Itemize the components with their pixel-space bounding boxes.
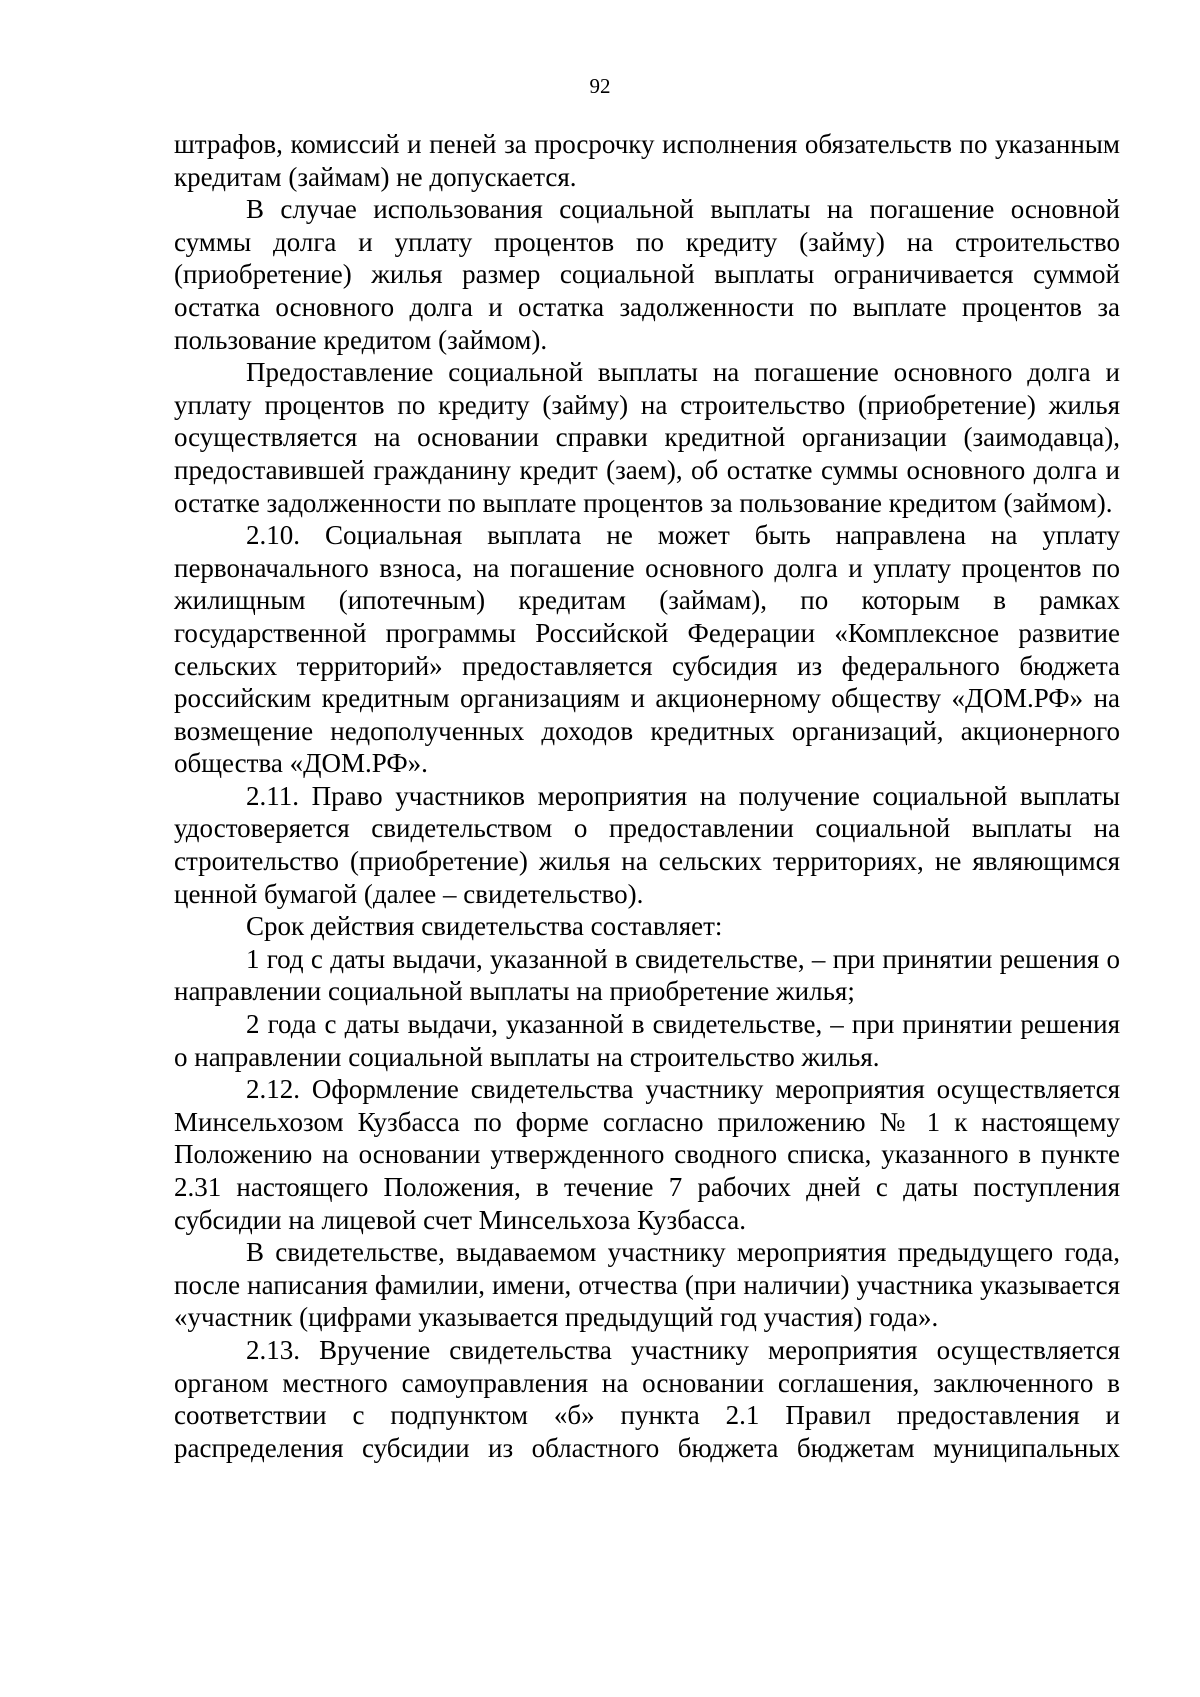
paragraph: 2.11. Право участников мероприятия на получение социальной выплаты удостоверяется свидетельством о предоставлении социальной выплаты на строительство (приобретение) жилья на сельских территориях, не являющимся ценной бумагой (далее – свидетельство). [174,780,1120,909]
paragraph: штрафов, комиссий и пеней за просрочку исполнения обязательств по указанным кредитам (займам) не допускается. [174,129,1120,192]
paragraph: Срок действия свидетельства составляет: [246,911,723,942]
document-body [174,128,1120,1464]
paragraph: В свидетельстве, выдаваемом участнику мероприятия предыдущего года, после написания фамилии, имени, отчества (при наличии) участника указывается «участник (цифрами указывается предыдущий год участия) года». [174,1237,1120,1333]
paragraph: 1 год с даты выдачи, указанной в свидетельстве, – при принятии решения о направлении социальной выплаты на приобретение жилья; [174,943,1120,1007]
page-number: 92 [589,74,611,98]
paragraph: В случае использования социальной выплаты на погашение основной суммы долга и уплату процентов по кредиту (займу) на строительство (приобретение) жилья размер социальной выплаты ограничивается суммой остатка основного долга и остатка задолженности по выплате процентов за пользование кредитом (займом). [174,194,1120,355]
paragraph: 2 года с даты выдачи, указанной в свидетельстве, – при принятии решения о направлении социальной выплаты на строительство жилья. [174,1009,1120,1072]
paragraph: 2.12. Оформление свидетельства участнику мероприятия осуществляется Минсельхозом Кузбасса по форме согласно приложению № 1 к настоящему Положению на основании утвержденного сводного списка, указанного в пункте 2.31 настоящего Положения, в течение 7 рабочих дней с даты поступления субсидии на лицевой счет Минсельхоза Кузбасса. [174,1074,1120,1235]
paragraph: 2.10. Социальная выплата не может быть направлена на уплату первоначального взноса, на погашение основного долга и уплату процентов по жилищным (ипотечным) кредитам (займам), по которым в рамках государственной программы Российской Федерации «Комплексное развитие сельских территорий» предоставляется субсидия из федерального бюджета российским кредитным организациям и акционерному обществу «ДОМ.РФ» на возмещение недополученных доходов кредитных организаций, акционерного общества «ДОМ.РФ». [174,520,1120,779]
paragraph: 2.13. Вручение свидетельства участнику мероприятия осуществляется органом местного самоуправления на основании соглашения, заключенного в соответствии с подпунктом «б» пункта 2.1 Правил предоставления и распределения субсидии из областного бюджета бюджетам муниципальных [174,1334,1120,1463]
paragraph: Предоставление социальной выплаты на погашение основного долга и уплату процентов по кредиту (займу) на строительство (приобретение) жилья осуществляется на основании справки кредитной организации (заимодавца), предоставившей гражданину кредит (заем), об остатке суммы основного долга и остатке задолженности по выплате процентов за пользование кредитом (займом). [174,357,1120,518]
